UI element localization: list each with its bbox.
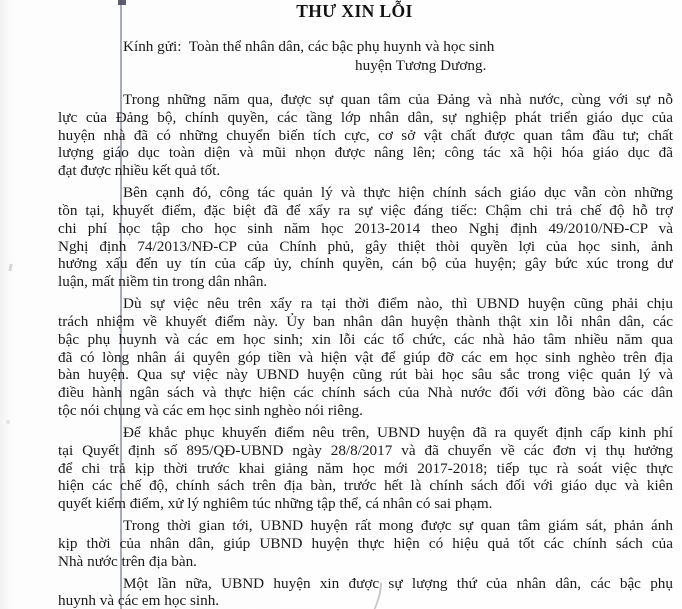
- body-line: hiện các chế độ, chính sách trên địa bàn, trước hết là chính sách đối với giáo dục và kiên: [58, 477, 673, 495]
- body-line: luận, mất niềm tin trong dân nhân.: [58, 273, 268, 291]
- body-line: tại Quyết định số 895/QĐ-UBND ngày 28/8/2017 và đã chuyển về các đơn vị thụ hưởng: [58, 441, 673, 459]
- paragraph: [58, 91, 673, 180]
- body-line: huynh và các em học sinh.: [58, 592, 220, 609]
- body-line: bàn huyện. Qua sự việc này UBND huyện cũng rút bài học sâu sắc trong việc quản lý và: [58, 366, 673, 384]
- body-line: kịp thời của nhân dân, giúp UBND huyện thực hiện có hiệu quả tốt các chính sách của: [58, 534, 673, 552]
- body-line: lực của Đảng bộ, chính quyền, các tầng lớp nhân dân, sự nghiệp phát triển giáo dục của: [58, 108, 673, 126]
- body-line: quyết kiểm điểm, xử lý nghiêm túc những tập thể, cá nhân có sai phạm.: [58, 495, 493, 513]
- body-line: Trong thời gian tới, UBND huyện rất mong được sự quan tâm giám sát, phản ánh: [123, 517, 673, 535]
- greeting-recipient: huyện Tương Dương.: [355, 57, 487, 74]
- scan-speck-artifact: [8, 264, 12, 271]
- paragraph: [58, 295, 673, 420]
- body-line: Nhà nước trên địa bàn.: [58, 552, 197, 570]
- body-line: điều hành ngân sách và thực hiện các chính sách của Nhà nước đối với đồng bào các dân: [58, 384, 673, 402]
- body-line: chi phí học tập cho học sinh năm học 2013-2014 theo Nghị định 49/2010/NĐ-CP và: [58, 219, 673, 237]
- body-line: Một lần nữa, UBND huyện xin được sự lượng thứ của nhân dân, các bậc phụ: [123, 574, 673, 592]
- paragraph: [58, 424, 673, 513]
- body-line: bậc phụ huynh và các em học sinh; xin lỗi các tổ chức, các nhà hảo tâm nhiều năm qua: [58, 330, 673, 348]
- body-line: Bên cạnh đó, công tác quản lý và thực hiện chính sách giáo dục vẫn còn những: [123, 184, 673, 202]
- paragraph: [58, 517, 673, 570]
- greeting-salutation: Kính gửi: Toàn thể nhân dân, các bậc phụ huynh và học sinh: [123, 38, 495, 55]
- body-line: lượng giáo dục toàn diện và mũi nhọn được nâng lên; công tác xã hội hóa giáo dục đã: [58, 144, 673, 162]
- body-line: Nghị định 74/2013/NĐ-CP của Chính phủ, gây thiệt thòi quyền lợi của học sinh, ảnh: [58, 237, 673, 255]
- paragraph: [58, 575, 673, 609]
- paragraph: [58, 184, 673, 291]
- body-line: huyện nhà đã có những chuyển biến tích cực, cơ sở vật chất được quan tâm đầu tư; chất: [58, 126, 673, 144]
- body-line: trách nhiệm về khuyết điểm này. Ủy ban nhân dân huyện thành thật xin lỗi nhân dân, các: [58, 312, 673, 330]
- body-line: tộc nói chung và các em học sinh nghèo nói riêng.: [58, 401, 363, 419]
- body-line: đạt được nhiều kết quả tốt.: [58, 162, 221, 180]
- body-line: Dù sự việc nêu trên xẩy ra tại thời điểm nào, thì UBND huyện cũng phải chịu: [123, 295, 673, 313]
- body-line: Để khắc phục khuyến điểm nêu trên, UBND huyện đã ra quyết định cấp kinh phí: [123, 423, 673, 441]
- body-line: hưởng xấu đến uy tín của cấp ủy, chính quyền, cán bộ của huyện; gây bức xúc trong dư: [58, 255, 673, 273]
- letter-content: [58, 0, 673, 609]
- scan-speck-artifact: [6, 420, 10, 424]
- letter-body: [58, 91, 673, 609]
- body-line: đã có lòng nhân ái quyên góp tiền và hiện vật để giúp đỡ các em học sinh nghèo trên địa: [58, 348, 673, 366]
- body-line: để chi trả kịp thời trước khai giảng năm học mới 2017-2018; tiếp tục rà soát việc thực: [58, 459, 673, 477]
- letter-title: THƯ XIN LỖI: [296, 1, 413, 21]
- body-line: tồn tại, khuyết điểm, đặc biệt đã để xẩy ra sự việc đáng tiếc: Chậm chi trả chế độ hỗ trợ: [58, 201, 673, 219]
- body-line: Trong những năm qua, được sự quan tâm của Đảng và nhà nước, cùng với sự nỗ: [123, 91, 673, 108]
